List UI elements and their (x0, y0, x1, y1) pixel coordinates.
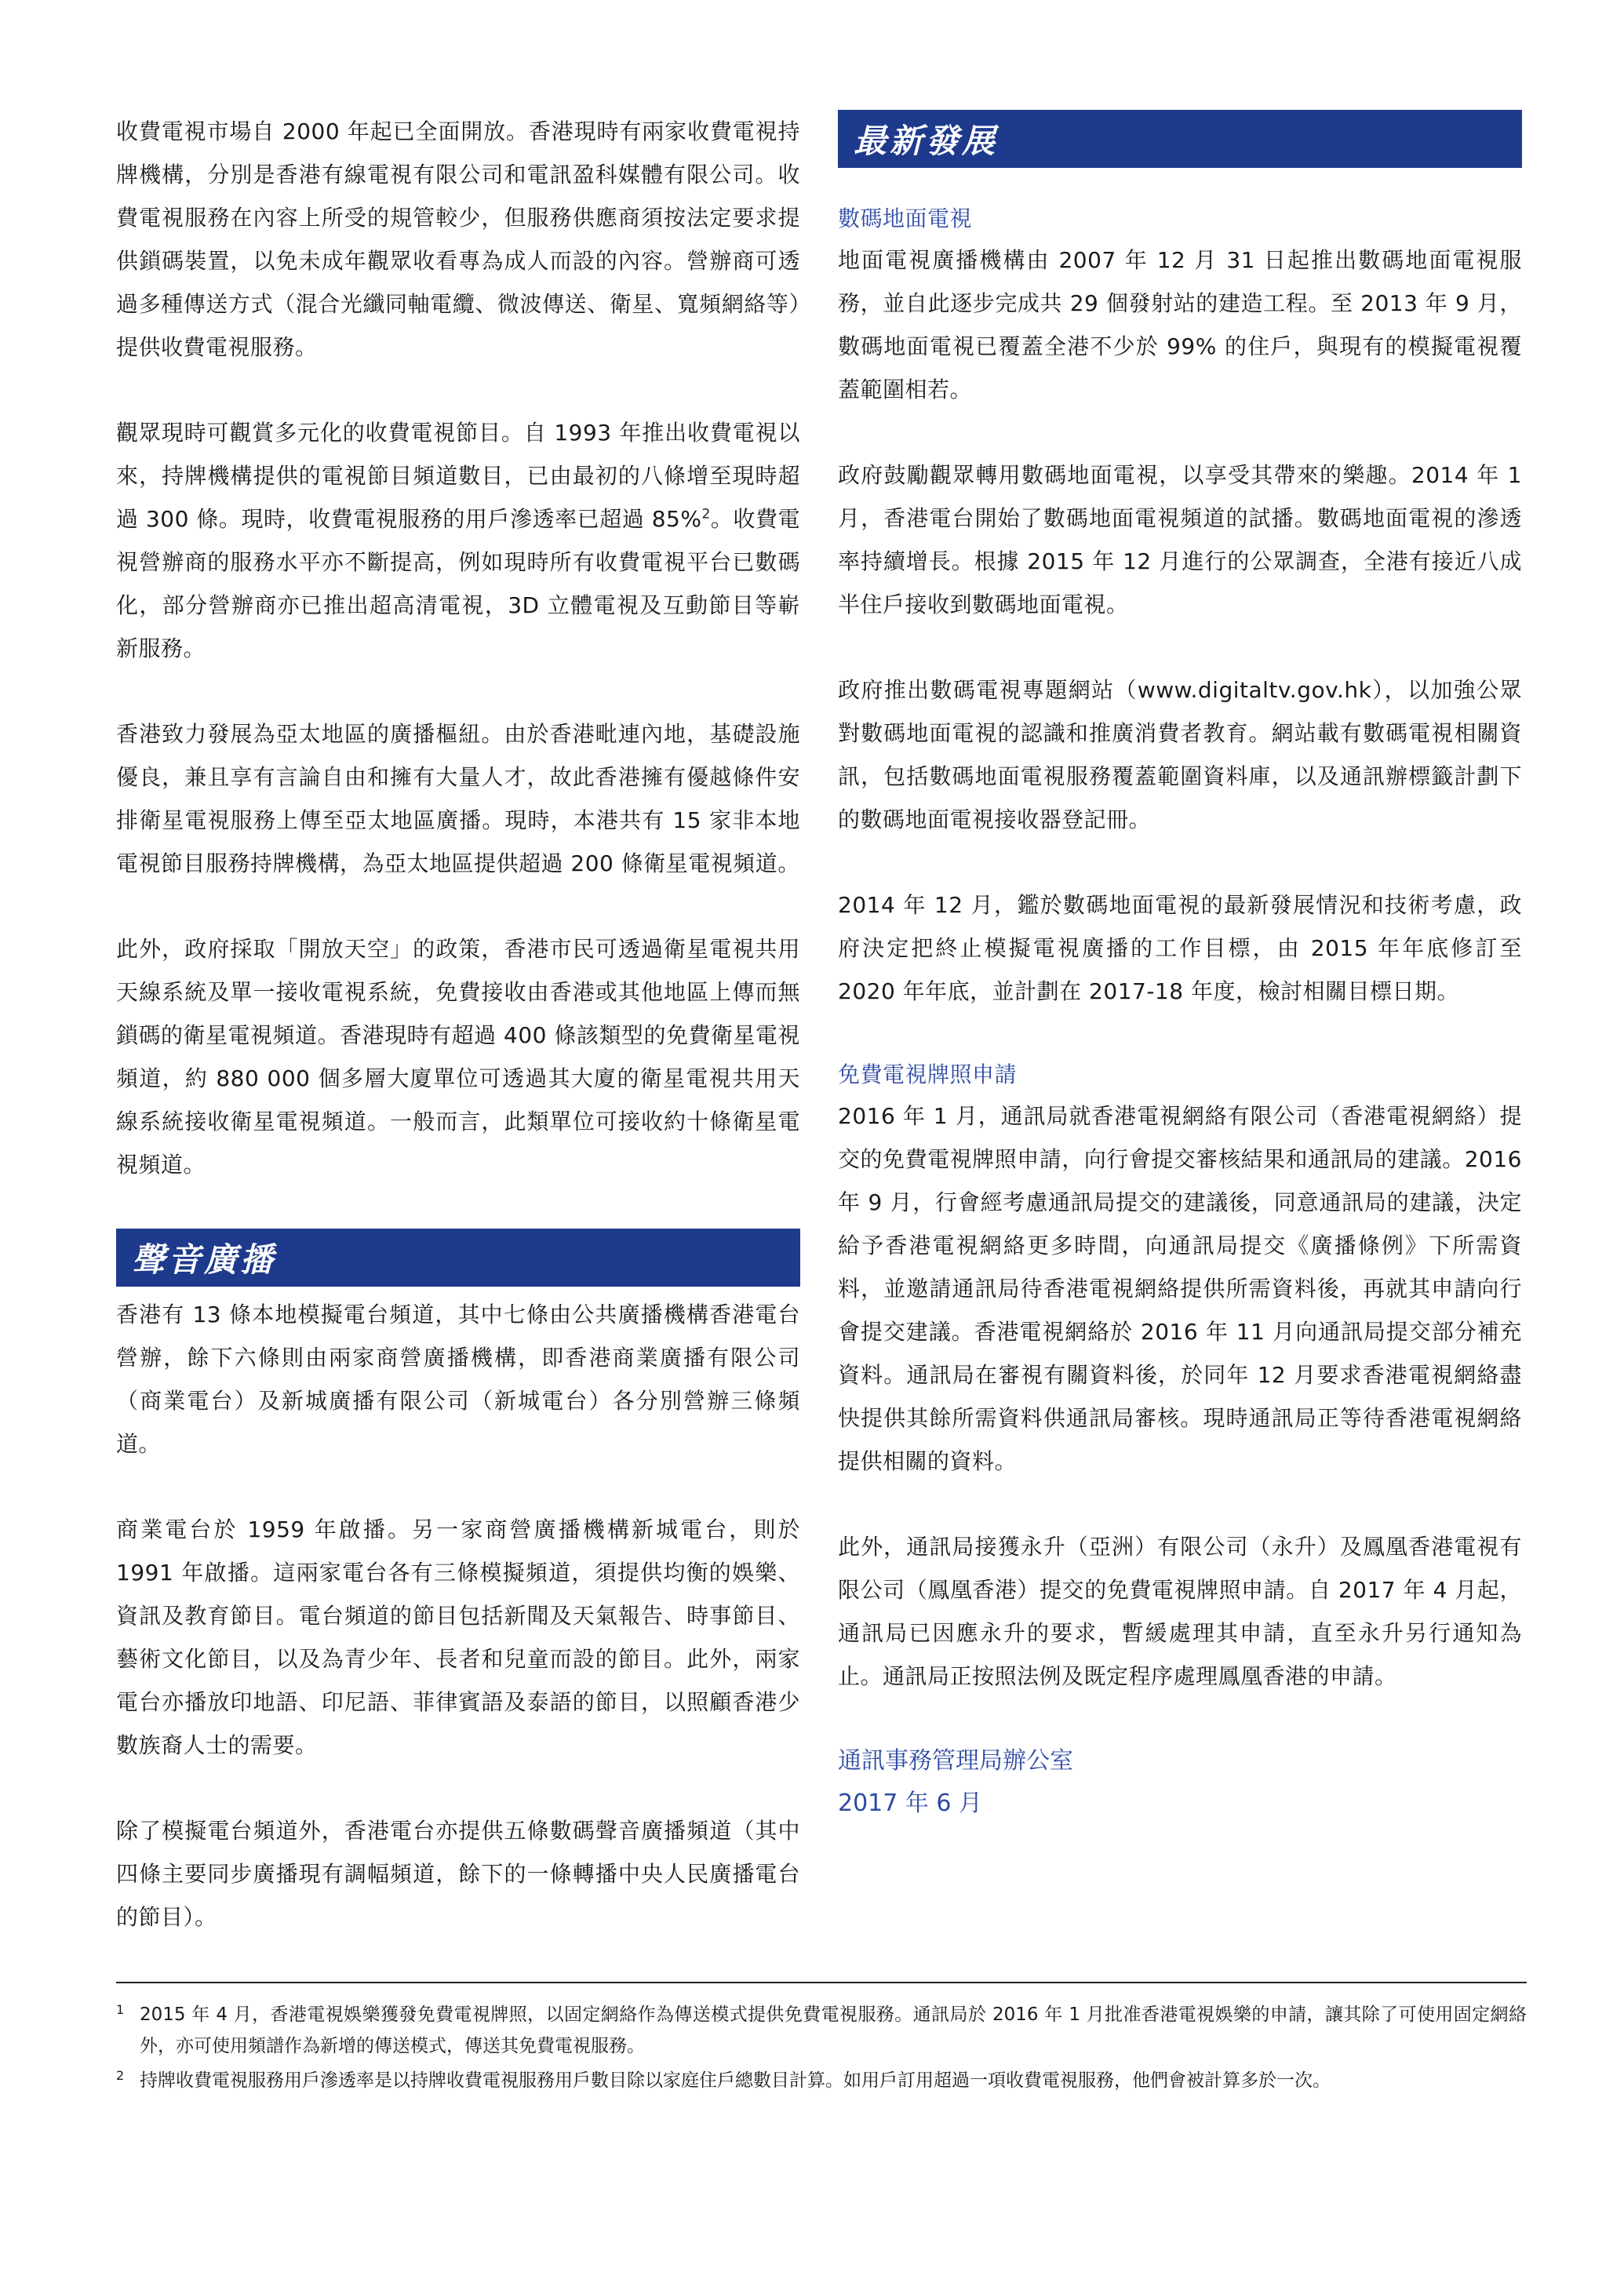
pay-tv-programmes-text-cont: 。收費電視營辦商的服務水平亦不斷提高，例如現時所有收費電視平台已數碼化，部分營辦商亦已推出超高清電視，3D 立體電視及互動節目等嶄新服務。 (116, 506, 800, 661)
other-applications-paragraph: 此外，通訊局接獲永升（亞洲）有限公司（永升）及鳳凰香港電視有限公司（鳳凰香港）提交的免費電視牌照申請。自 2017 年 4 月起，通訊局已因應永升的要求，暫緩處理其申請，直至永升另行通知為止。通訊局正按照法例及既定程序處理鳳凰香港的申請。 (838, 1534, 1522, 1689)
pay-tv-paragraph: 收費電視市場自 2000 年起已全面開放。香港現時有兩家收費電視持牌機構，分別是香港有線電視有限公司和電訊盈科媒體有限公司。收費電視服務在內容上所受的規管較少，但服務供應商須按法定要求提供鎖碼裝置，以免未成年觀眾收看專為成人而設的內容。營辦商可透過多種傳送方式（混合光纖同軸電纜、微波傳送、衛星、寬頻網絡等）提供收費電視服務。 (116, 118, 800, 360)
footnote-1 (116, 1999, 1527, 2062)
left-column (116, 110, 800, 1939)
office-signature: 通訊事務管理局辦公室 (838, 1747, 1073, 1775)
pay-tv-programmes-text: 觀眾現時可觀賞多元化的收費電視節目。自 1993 年推出收費電視以來，持牌機構提供的電視節目頻道數目，已由最初的八條增至現時超過 300 條。現時，收費電視服務的用戶滲透率已超過 85% (116, 420, 800, 532)
footnote-text: 2015 年 4 月，香港電視娛樂獲發免費電視牌照，以固定網絡作為傳送模式提供免費電視服務。通訊局於 2016 年 1 月批准香港電視娛樂的申請，讓其除了可使用固定網絡外，亦可使用頻譜作為新增的傳送模式，傳送其免費電視服務。 (140, 2005, 1527, 2056)
digital-audio-paragraph: 除了模擬電台頻道外，香港電台亦提供五條數碼聲音廣播頻道（其中四條主要同步廣播現有調幅頻道，餘下的一條轉播中央人民廣播電台的節目）。 (116, 1818, 800, 1930)
section-title-sound-broadcasting: 聲音廣播 (116, 1229, 800, 1287)
footnotes (116, 1999, 1527, 2099)
pay-tv-programmes-paragraph (116, 411, 800, 670)
dtt-penetration-paragraph: 政府鼓勵觀眾轉用數碼地面電視，以享受其帶來的樂趣。2014 年 1 月，香港電台開始了數碼地面電視頻道的試播。數碼地面電視的滲透率持續增長。根據 2015 年 12 月進行的公眾調查，全港有接近八成半住戶接收到數碼地面電視。 (838, 462, 1522, 617)
footnote-number: 1 (116, 2002, 125, 2017)
footnote-number: 2 (116, 2068, 125, 2083)
subheading-dtt: 數碼地面電視 (838, 206, 973, 231)
footnote-ref-2: 2 (701, 506, 711, 523)
dtt-coverage-paragraph: 地面電視廣播機構由 2007 年 12 月 31 日起推出數碼地面電視服務，並自此逐步完成共 29 個發射站的建造工程。至 2013 年 9 月，數碼地面電視已覆蓋全港不少於 99% 的住戶，與現有的模擬電視覆蓋範圍相若。 (838, 247, 1522, 402)
radio-channels-paragraph: 香港有 13 條本地模擬電台頻道，其中七條由公共廣播機構香港電台營辦，餘下六條則由兩家商營廣播機構，即香港商業廣播有限公司（商業電台）及新城廣播有限公司（新城電台）各分別營辦三條頻道。 (116, 1302, 800, 1457)
footnote-divider (116, 1982, 1527, 1983)
right-column (838, 110, 1522, 1825)
publication-date: 2017 年 6 月 (838, 1790, 983, 1817)
commercial-radio-paragraph: 商業電台於 1959 年啟播。另一家商營廣播機構新城電台，則於 1991 年啟播。這兩家電台各有三條模擬頻道，須提供均衡的娛樂、資訊及教育節目。電台頻道的節目包括新聞及天氣報告、時事節目、藝術文化節目，以及為青少年、長者和兒童而設的節目。此外，兩家電台亦播放印地語、印尼語、菲律賓語及泰語的節目，以照顧香港少數族裔人士的需要。 (116, 1517, 800, 1758)
section-title-latest-developments: 最新發展 (838, 110, 1522, 168)
broadcasting-hub-paragraph: 香港致力發展為亞太地區的廣播樞紐。由於香港毗連內地，基礎設施優良，兼且享有言論自由和擁有大量人才，故此香港擁有優越條件安排衛星電視服務上傳至亞太地區廣播。現時，本港共有 15 家非本地電視節目服務持牌機構，為亞太地區提供超過 200 條衛星電視頻道。 (116, 721, 800, 876)
htvn-application-paragraph: 2016 年 1 月，通訊局就香港電視網絡有限公司（香港電視網絡）提交的免費電視牌照申請，向行會提交審核結果和通訊局的建議。2016 年 9 月，行會經考慮通訊局提交的建議後，同意通訊局的建議，決定給予香港電視網絡更多時間，向通訊局提交《廣播條例》下所需資料，並邀請通訊局待香港電視網絡提供所需資料後，再就其申請向行會提交建議。香港電視網絡於 2016 年 11 月向通訊局提交部分補充資料。通訊局在審視有關資料後，於同年 12 月要求香港電視網絡盡快提供其餘所需資料供通訊局審核。現時通訊局正等待香港電視網絡提供相關的資料。 (838, 1103, 1522, 1474)
subheading-free-tv-licence: 免費電視牌照申請 (838, 1061, 1018, 1087)
dtt-website-paragraph: 政府推出數碼電視專題網站（www.digitaltv.gov.hk），以加強公眾對數碼地面電視的認識和推廣消費者教育。網站載有數碼電視相關資訊，包括數碼地面電視服務覆蓋範圍資料庫，以及通訊辦標籤計劃下的數碼地面電視接收器登記冊。 (838, 677, 1522, 832)
analogue-switch-off-paragraph: 2014 年 12 月，鑑於數碼地面電視的最新發展情況和技術考慮，政府決定把終止模擬電視廣播的工作目標，由 2015 年年底修訂至 2020 年年底，並計劃在 2017-18 年度，檢討相關目標日期。 (838, 892, 1522, 1004)
open-sky-paragraph: 此外，政府採取「開放天空」的政策，香港市民可透過衛星電視共用天線系統及單一接收電視系統，免費接收由香港或其他地區上傳而無鎖碼的衛星電視頻道。香港現時有超過 400 條該類型的免費衛星電視頻道，約 880 000 個多層大廈單位可透過其大廈的衛星電視共用天線系統接收衛星電視頻道。一般而言，此類單位可接收約十條衛星電視頻道。 (116, 936, 800, 1178)
footnote-text: 持牌收費電視服務用戶滲透率是以持牌收費電視服務用戶數目除以家庭住戶總數目計算。如用戶訂用超過一項收費電視服務，他們會被計算多於一次。 (140, 2070, 1331, 2091)
footnote-2 (116, 2065, 1527, 2096)
